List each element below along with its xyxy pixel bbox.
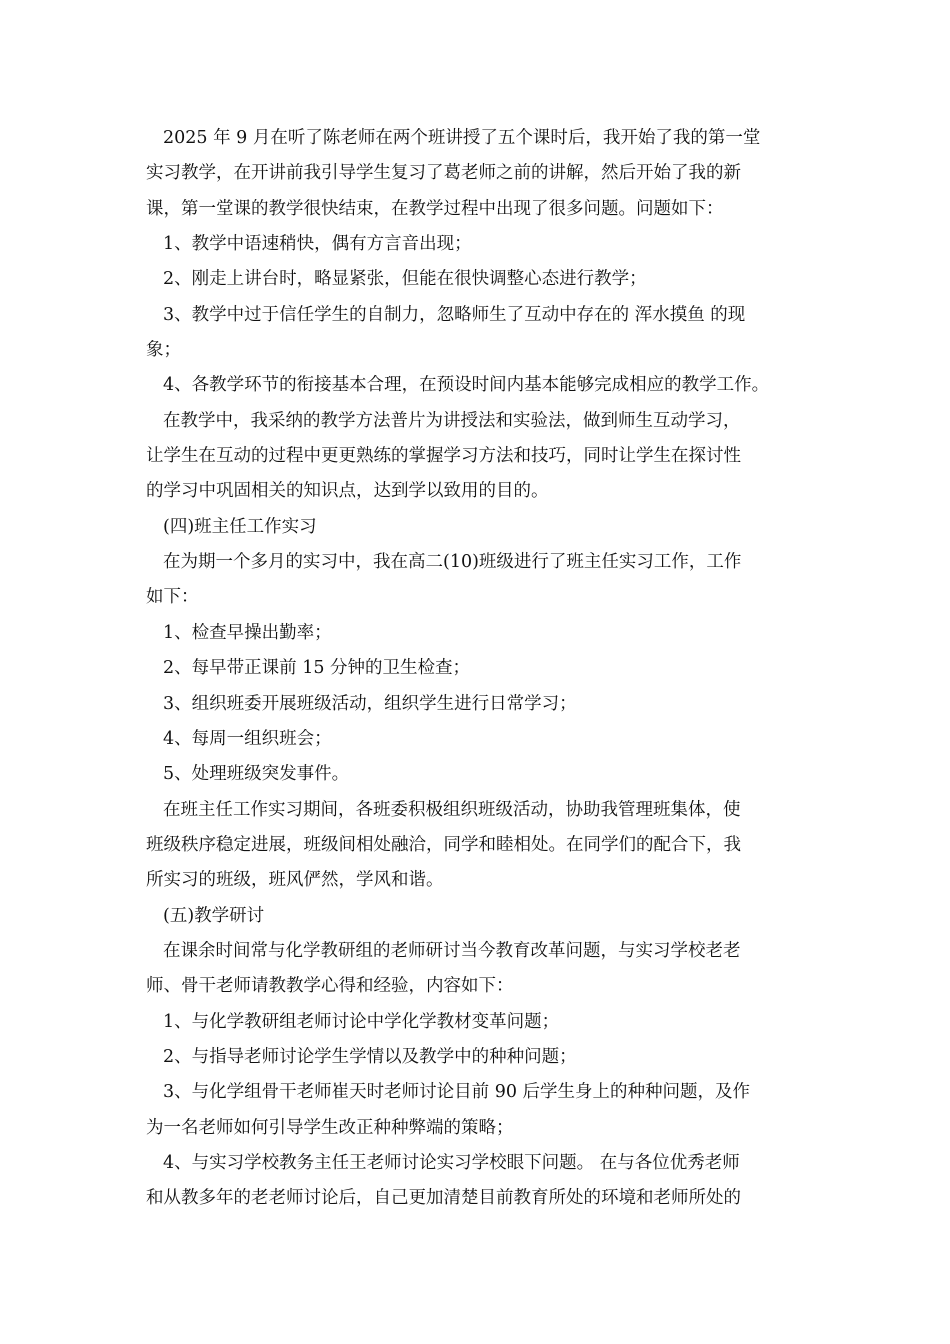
text-line: 3、与化学组骨干老师崔天时老师讨论目前 90 后学生身上的种种问题，及作 xyxy=(163,1082,751,1103)
text-line: 班级秩序稳定进展，班级间相处融洽，同学和睦相处。在同学们的配合下，我 xyxy=(146,834,741,855)
text-line: 3、教学中过于信任学生的自制力，忽略师生了互动中存在的 浑水摸鱼 的现 xyxy=(163,304,746,325)
text-line: 实习教学，在开讲前我引导学生复习了葛老师之前的讲解，然后开始了我的新 xyxy=(146,163,741,184)
document-body xyxy=(146,121,806,1217)
text-line: (四)班主任工作实习 xyxy=(163,516,317,537)
text-line: (五)教学研讨 xyxy=(163,905,265,926)
text-line: 为一名老师如何引导学生改正种种弊端的策略； xyxy=(146,1117,514,1138)
text-line: 2、与指导老师讨论学生学情以及教学中的种种问题； xyxy=(163,1046,577,1067)
text-line: 3、组织班委开展班级活动，组织学生进行日常学习； xyxy=(163,693,577,714)
text-line: 1、检查早操出勤率； xyxy=(163,622,332,643)
text-line: 在班主任工作实习期间，各班委积极组织班级活动，协助我管理班集体，使 xyxy=(163,799,741,820)
text-line: 1、教学中语速稍快，偶有方言音出现； xyxy=(163,234,472,255)
text-line: 4、各教学环节的衔接基本合理，在预设时间内基本能够完成相应的教学工作。 xyxy=(163,375,770,396)
text-line: 4、与实习学校教务主任王老师讨论实习学校眼下问题。 在与各位优秀老师 xyxy=(163,1152,740,1173)
text-line: 1、与化学教研组老师讨论中学化学教材变革问题； xyxy=(163,1011,560,1032)
text-line: 师、骨干老师请教教学心得和经验，内容如下： xyxy=(146,976,514,997)
text-line: 2、刚走上讲台时，略显紧张，但能在很快调整心态进行教学； xyxy=(163,269,647,290)
text-line: 的学习中巩固相关的知识点，达到学以致用的目的。 xyxy=(146,481,549,502)
text-line: 如下： xyxy=(146,587,199,608)
text-line: 所实习的班级，班风俨然，学风和谐。 xyxy=(146,870,444,891)
text-line: 在课余时间常与化学教研组的老师研讨当今教育改革问题，与实习学校老老 xyxy=(163,940,741,961)
text-line: 和从教多年的老老师讨论后，自己更加清楚目前教育所处的环境和老师所处的 xyxy=(146,1188,741,1209)
text-line: 2、每早带正课前 15 分钟的卫生检查； xyxy=(163,658,471,679)
text-line: 象； xyxy=(146,340,181,361)
text-line: 在为期一个多月的实习中，我在高二(10)班级进行了班主任实习工作，工作 xyxy=(163,552,742,573)
text-line: 4、每周一组织班会； xyxy=(163,728,332,749)
text-line: 课，第一堂课的教学很快结束，在教学过程中出现了很多问题。问题如下： xyxy=(146,198,724,219)
text-line: 在教学中，我采纳的教学方法普片为讲授法和实验法，做到师生互动学习， xyxy=(163,410,741,431)
text-line: 2025 年 9 月在听了陈老师在两个班讲授了五个课时后，我开始了我的第一堂 xyxy=(163,128,761,148)
text-line: 让学生在互动的过程中更更熟练的掌握学习方法和技巧，同时让学生在探讨性 xyxy=(146,446,741,467)
text-line: 5、处理班级突发事件。 xyxy=(163,764,350,785)
